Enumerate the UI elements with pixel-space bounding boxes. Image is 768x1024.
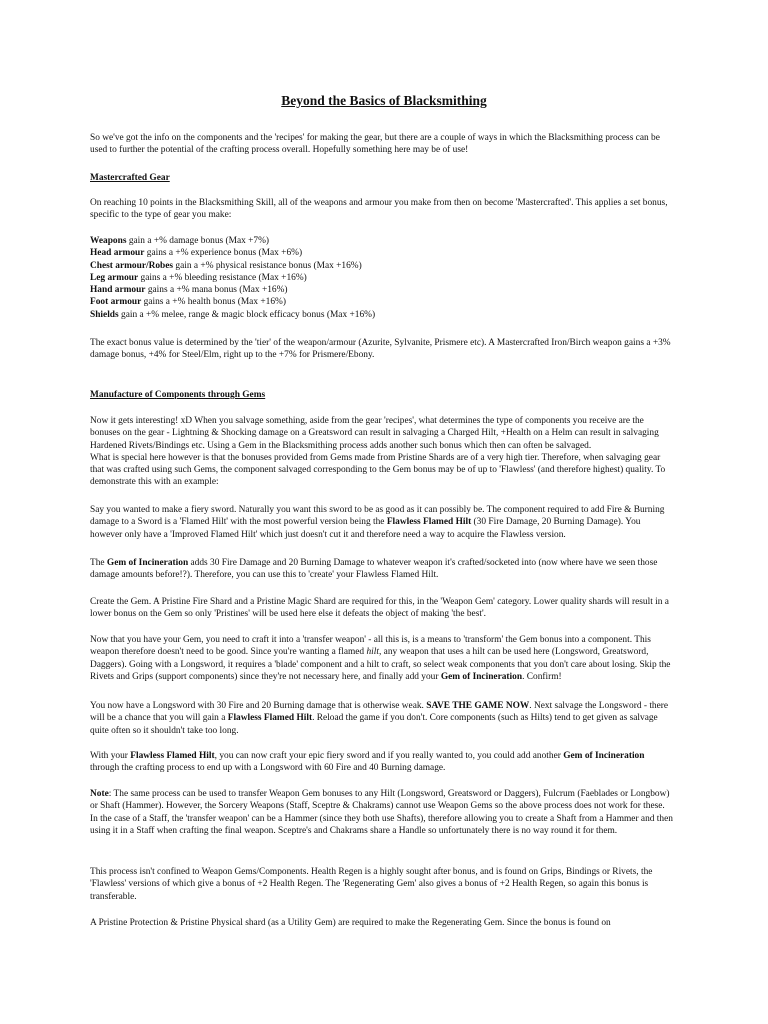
note-label: Note [90, 789, 109, 799]
bonus-label: Chest armour/Robes [90, 260, 174, 271]
paragraph-line: demonstrate this with an example: [90, 477, 219, 488]
save-game-paragraph [90, 700, 690, 737]
tier-paragraph [90, 337, 690, 362]
text-run: , you can now craft your epic fiery sword and if you really wanted to, you could add another [214, 751, 564, 761]
paragraph-line: In the case of a Staff, the 'transfer weapon' can be a Hammer (since they both use Shafts), therefore allowing you to create a Shaft from a Hammer and then [90, 813, 673, 824]
paragraph-line: This process isn't confined to Weapon Gems/Components. Health Regen is a highly sought after bonus, and is found on Grips, Bindings or Rivets, the [90, 867, 653, 877]
text-run: Rivets and Grips (support components) since they're not necessary here, and finally add your [90, 671, 441, 682]
paragraph-line: Now that you have your Gem, you need to craft it into a 'transfer weapon' - all this is, is a means to 'transform' the Gem bonus into a component. This [90, 635, 651, 645]
document-title: Beyond the Basics of Blacksmithing [281, 93, 487, 108]
bonus-text: gain a +% physical resistance bonus (Max +16%) [173, 260, 362, 271]
italic-term: hilt [366, 647, 379, 658]
intro-line: used to further the potential of the crafting process overall. Hopefully something here may be of use! [90, 145, 469, 156]
text-run: . Next salvage the Longsword - there [529, 701, 669, 711]
bonus-label: Shields [90, 309, 119, 320]
bonus-item-leg-armour [90, 272, 690, 284]
paragraph-line: or Shaft (Hammer). However, the Sorcery Weapons (Staff, Sceptre & Chakrams) cannot use Weapon Gems so the above process does not work for these. [90, 801, 665, 812]
paragraph-line: quite often so it shouldn't take too long. [90, 725, 239, 736]
note-paragraph [90, 788, 690, 837]
bonus-text: gain a +% melee, range & magic block efficacy bonus (Max +16%) [118, 309, 376, 320]
paragraph-line: damage bonus, +4% for Steel/Elm, right up to the +7% for Prismere/Ebony. [90, 350, 375, 361]
paragraph-line: Now it gets interesting! xD When you salvage something, aside from the gear 'recipes', what determines the type of components you receive are the [90, 416, 644, 426]
final-sword-paragraph [90, 750, 690, 775]
bonus-item-foot-armour [90, 296, 690, 308]
bonus-label: Head armour [90, 248, 145, 259]
bonus-item-shields [90, 309, 690, 321]
text-run: damage to a Sword is a 'Flamed Hilt' with the most powerful version being the [90, 517, 387, 528]
text-run: adds 30 Fire Damage and 20 Burning Damage to whatever weapon it's crafted/socketed into (now where have we seen those [188, 558, 658, 568]
text-run: : The same process can be used to transfer Weapon Gem bonuses to any Hilt (Longsword, Greatsword or Daggers), Fulcrum (Faeblades or Longbow) [108, 789, 670, 799]
regenerating-gem-paragraph [90, 917, 690, 929]
bold-term: Flawless Flamed Hilt [130, 751, 215, 761]
bonus-label: Hand armour [90, 285, 146, 296]
fiery-sword-paragraph [90, 504, 690, 541]
bold-term: Gem of Incineration [440, 671, 523, 682]
paragraph-line: A Pristine Protection & Pristine Physical shard (as a Utility Gem) are required to make the Regenerating Gem. Since the bonus is found on [90, 918, 611, 928]
text-run: (30 Fire Damage, 20 Burning Damage). You [471, 517, 641, 528]
paragraph-line [90, 646, 690, 658]
text-run: The [90, 558, 107, 568]
paragraph-line: through the crafting process to end up with a Longsword with 60 Fire and 40 Burning damage. [90, 763, 446, 774]
bonus-label: Leg armour [90, 272, 139, 283]
bonus-item-hand-armour [90, 284, 690, 296]
salvage-paragraph [90, 415, 690, 489]
bold-term: Gem of Incineration [106, 558, 189, 568]
intro-line: So we've got the info on the components and the 'recipes' for making the gear, but there are a couple of ways in which the Blacksmithing process can be [90, 133, 660, 143]
paragraph-line: lower bonus on the Gem so only 'Pristines' will be used here else it defeats the object of making 'the best'. [90, 609, 486, 620]
mastercrafted-paragraph [90, 197, 690, 222]
paragraph-line: transferable. [90, 891, 137, 902]
paragraph-line: using it in a Staff when crafting the final weapon. Sceptre's and Chakrams share a Handle so unfortunately there is no way round it for them. [90, 825, 618, 836]
bonus-label: Foot armour [90, 297, 142, 308]
bold-term: Gem of Incineration [563, 751, 645, 761]
paragraph-line [90, 788, 690, 800]
paragraph-line: Create the Gem. A Pristine Fire Shard and a Pristine Magic Shard are required for this, in the 'Weapon Gem' category. Lower quality shards will result in a [90, 597, 669, 607]
paragraph-line: Hardened Rivets/Bindings etc. Using a Gem in the Blacksmithing process adds another such bonus which then can often be salvaged. [90, 440, 592, 451]
text-run: . Confirm! [522, 671, 562, 682]
bonus-text: gains a +% bleeding resistance (Max +16%) [138, 272, 307, 283]
paragraph-line: 'Flawless' versions of which give a bonus of +2 Health Regen. The 'Regenerating Gem' also gives a bonus of +2 Health Regen, so again this bonus is [90, 879, 649, 890]
bonus-list [90, 235, 690, 321]
health-regen-paragraph [90, 866, 690, 903]
bonus-text: gains a +% mana bonus (Max +16%) [145, 285, 288, 296]
text-run: With your [90, 751, 131, 761]
paragraph-line: however only have a 'Improved Flamed Hilt' which just doesn't cut it and therefore need a way to acquire the Flawless version. [90, 529, 566, 540]
gem-of-incineration-paragraph [90, 557, 690, 582]
paragraph-line: Say you wanted to make a fiery sword. Naturally you want this sword to be as good as it can possibly be. The component required to add Fire & Burning [90, 505, 665, 515]
paragraph-line: On reaching 10 points in the Blacksmithing Skill, all of the weapons and armour you make from then on become 'Mastercrafted'. This applies a set bonus, [90, 198, 668, 208]
bold-term: Flawless Flamed Hilt [386, 517, 472, 528]
paragraph-line: that was crafted using such Gems, the component salvaged corresponding to the Gem bonus may be of up to 'Flawless' (and therefore highest) quality. To [90, 465, 666, 476]
paragraph-line [90, 712, 690, 724]
paragraph-line: bonuses on the gear - Lightning & Shocking damage on a Greatsword can result in salvaging a Charged Hilt, +Health on a Helm can result in salvaging [90, 428, 659, 439]
transfer-weapon-paragraph [90, 634, 690, 683]
paragraph-line: What is special here however is that the bonuses provided from Gems made from Pristine Shards are of a very high tier. Therefore, when salvaging gear [90, 452, 661, 463]
text-run: . Reload the game if you don't. Core components (such as Hilts) tend to get given as salvage [312, 713, 658, 724]
paragraph-line [90, 516, 690, 528]
bonus-text: gains a +% experience bonus (Max +6%) [144, 248, 303, 259]
bonus-label: Weapons [90, 236, 127, 246]
paragraph-line [90, 700, 690, 712]
bonus-text: gain a +% damage bonus (Max +7%) [126, 236, 270, 246]
bonus-item-head-armour [90, 247, 690, 259]
create-gem-paragraph [90, 596, 690, 621]
paragraph-line [90, 750, 690, 762]
text-run: You now have a Longsword with 30 Fire and 20 Burning damage that is otherwise weak. [90, 701, 427, 711]
section-heading-manufacture: Manufacture of Components through Gems [90, 390, 266, 400]
bonus-text: gains a +% health bonus (Max +16%) [141, 297, 286, 308]
text-run: , any weapon that uses a hilt can be used here (Longsword, Greatsword, [378, 647, 649, 658]
intro-paragraph [90, 132, 690, 157]
paragraph-line [90, 671, 690, 683]
text-run: weapon therefore doesn't need to be good. Since you're wanting a flamed [90, 647, 367, 658]
paragraph-line: The exact bonus value is determined by the 'tier' of the weapon/armour (Azurite, Sylvanite, Prismere etc). A Mastercrafted Iron/Birch weapon gains a +3% [90, 338, 671, 348]
section-heading-mastercrafted: Mastercrafted Gear [90, 173, 170, 183]
bonus-item-chest-armour [90, 260, 690, 272]
paragraph-line: specific to the type of gear you make: [90, 210, 232, 221]
bold-term: SAVE THE GAME NOW [426, 701, 530, 711]
bonus-item-weapons [90, 235, 690, 247]
bold-term: Flawless Flamed Hilt [227, 713, 313, 724]
paragraph-line [90, 557, 690, 569]
paragraph-line: damage amounts before!?). Therefore, you can use this to 'create' your Flawless Flamed Hilt. [90, 570, 439, 581]
text-run: will be a chance that you will gain a [90, 713, 228, 724]
paragraph-line: Daggers). Going with a Longsword, it requires a 'blade' component and a hilt to craft, so select weak components that you don't care about losing. Skip the [90, 659, 671, 670]
